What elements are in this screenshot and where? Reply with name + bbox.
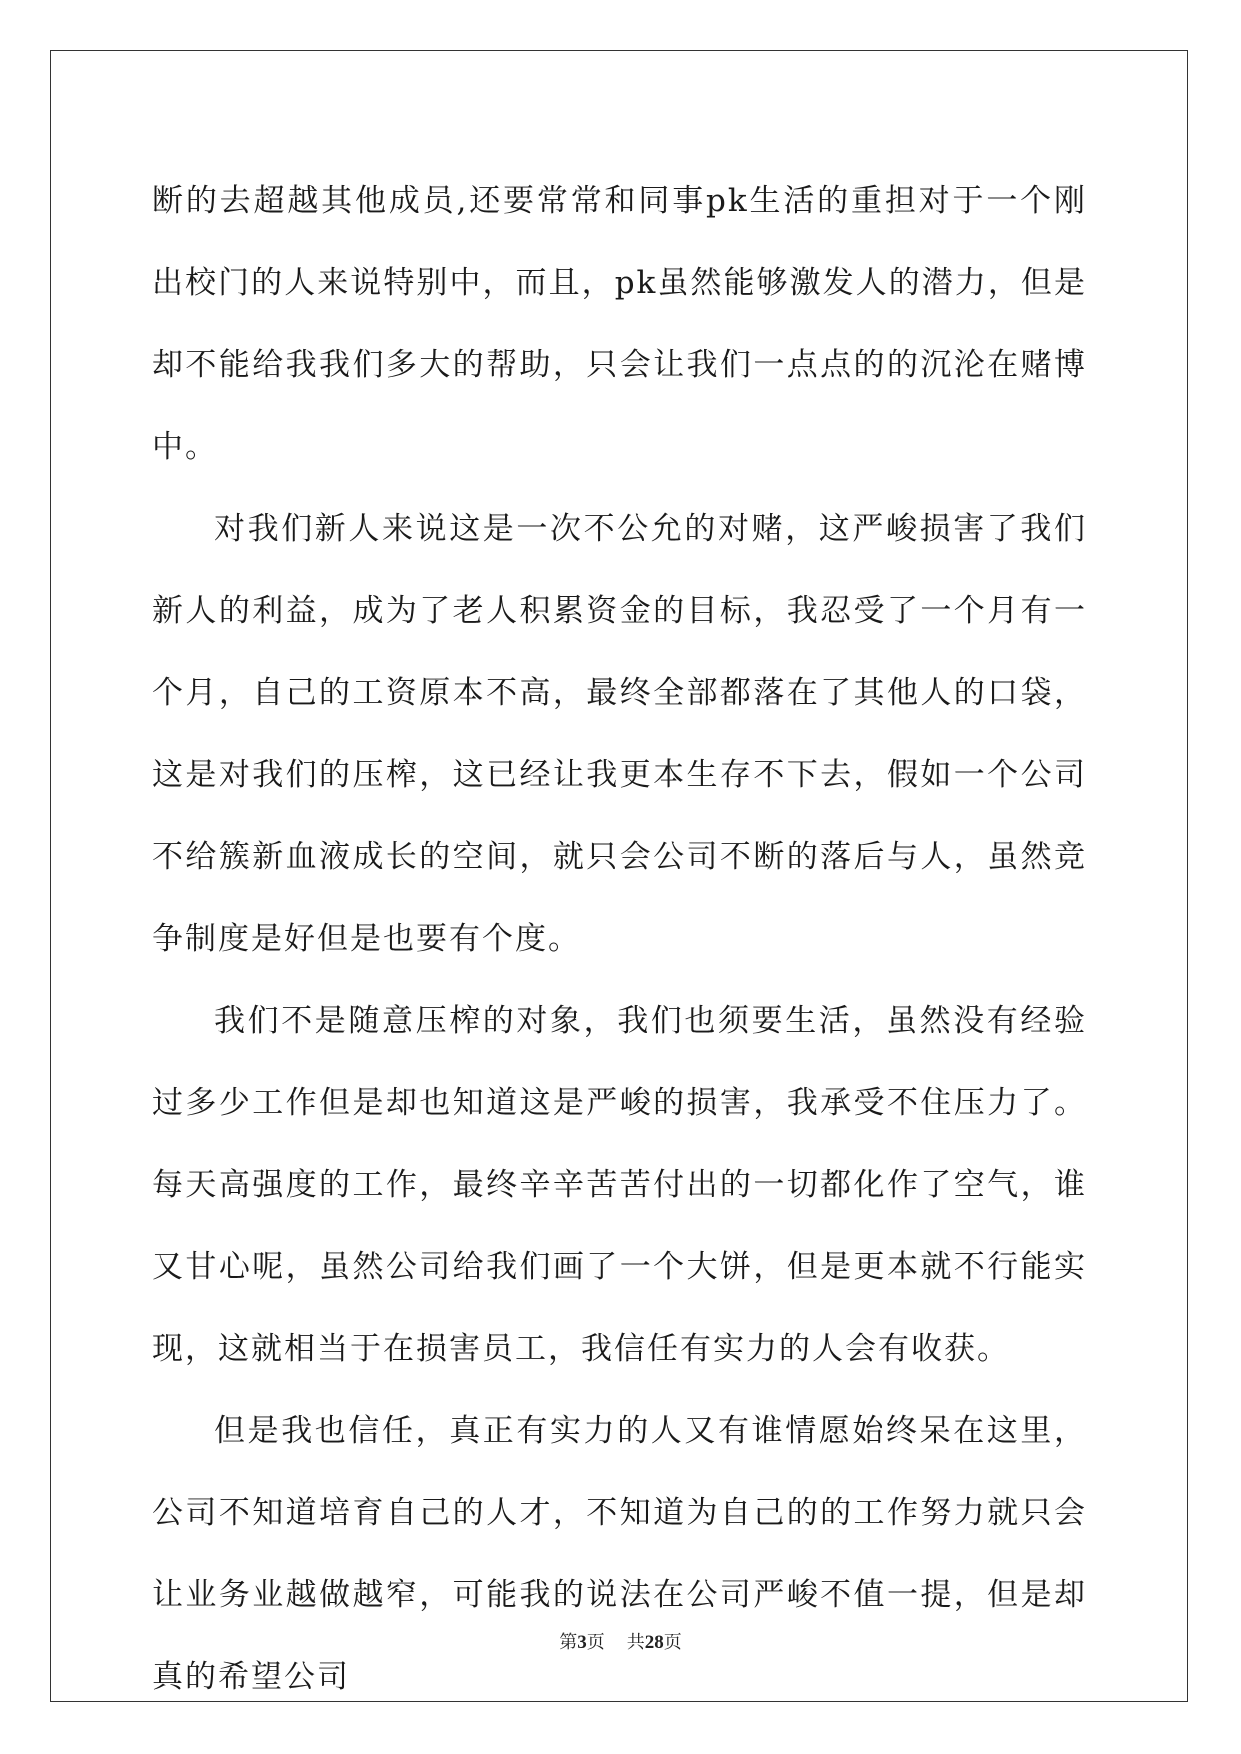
page-prefix: 第 bbox=[559, 1632, 578, 1653]
paragraph-2: 对我们新人来说这是一次不公允的对赌，这严峻损害了我们新人的利益，成为了老人积累资金的目标，我忍受了一个月有一个月，自己的工资原本不高，最终全部都落在了其他人的口袋，这是对我们的压榨，这已经让我更本生存不下去，假如一个公司不给簇新血液成长的空间，就只会公司不断的落后与人，虽然竞争制度是好但是也要有个度。 bbox=[152, 511, 1087, 957]
paragraph-1: 断的去超越其他成员,还要常常和同事pk生活的重担对于一个刚出校门的人来说特别中，而且，pk虽然能够激发人的潜力，但是却不能给我我们多大的帮助，只会让我们一点点的的沉沦在赌博中。 bbox=[152, 183, 1087, 465]
page-suffix: 页 bbox=[586, 1632, 605, 1653]
paragraph-4: 但是我也信任，真正有实力的人又有谁情愿始终呆在这里，公司不知道培育自己的人才，不知道为自己的的工作努力就只会让业务业越做越窄，可能我的说法在公司严峻不值一提，但是却真的希望公司 bbox=[152, 1413, 1087, 1695]
page-footer bbox=[0, 1628, 1241, 1654]
total-pages: 28 bbox=[644, 1632, 664, 1653]
total-suffix: 页 bbox=[663, 1632, 682, 1653]
paragraph-3: 我们不是随意压榨的对象，我们也须要生活，虽然没有经验过多少工作但是却也知道这是严峻的损害，我承受不住压力了。每天高强度的工作，最终辛辛苦苦付出的一切都化作了空气，谁又甘心呢，虽然公司给我们画了一个大饼，但是更本就不行能实现，这就相当于在损害员工，我信任有实力的人会有收获。 bbox=[152, 1003, 1087, 1367]
page-number: 3 bbox=[577, 1632, 587, 1653]
document-body bbox=[152, 160, 1087, 1718]
total-prefix: 共 bbox=[626, 1632, 645, 1653]
